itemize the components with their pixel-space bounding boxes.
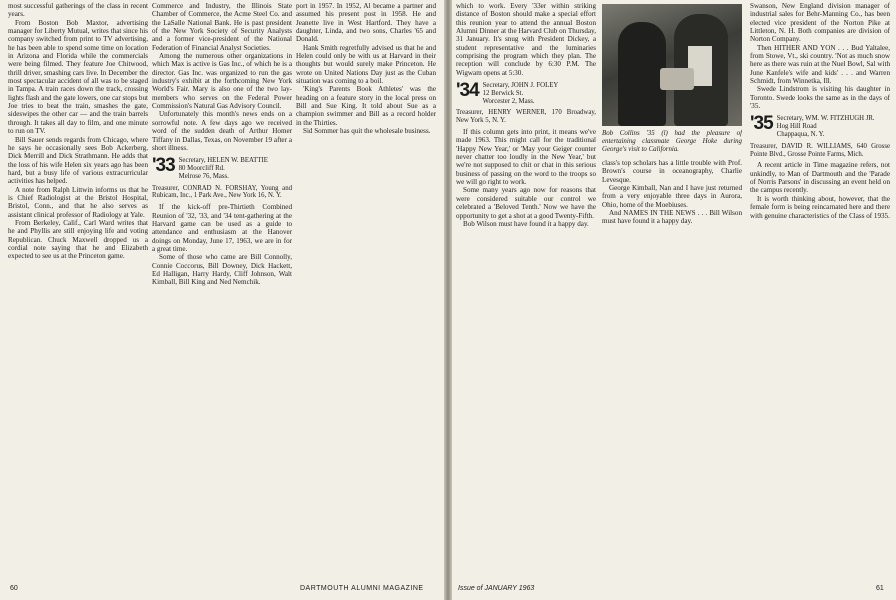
photo-caption: Bob Collins '35 (l) had the pleasure of entertaining classmate George Hoke during George's visit to California.	[602, 130, 742, 153]
paragraph: A note from Ralph Littwin informs us that he is Chief Radiologist at the Bristol Hospital, Bristol, Conn., and that he also serves as assistant clinical professor of Radiology at Yale.	[8, 185, 148, 219]
class-year: '35	[750, 113, 773, 135]
class-year: '34	[456, 80, 479, 102]
paragraph: Bob Wilson must have found it a happy day.	[463, 219, 589, 228]
class-photo	[602, 4, 742, 126]
class-heading-33	[152, 157, 292, 180]
paragraph: 'King's Parents Book Athletes' was the heading on a feature story in the local press on Bill and Sue King. It told about Sue as a champion swimmer and Bill as a record holder in the Thirties.	[296, 85, 436, 127]
left-page	[0, 0, 444, 600]
class-year: '33	[152, 155, 175, 177]
paragraph: George Kimball, Nan and I have just returned from a very enjoyable three days in Aurora, Ohio, home of the Moebiuses.	[602, 184, 742, 209]
secretary-address-2: Melrose 76, Mass.	[178, 172, 229, 180]
running-title: DARTMOUTH ALUMNI MAGAZINE	[300, 585, 424, 592]
secretary-name: Secretary, JOHN J. FOLEY	[482, 82, 559, 90]
paragraph: Some of those who came are Bill Connolly, Connie Coccorus, Bill Downey, Dick Hackett, Ed Halligan, Harry Hardy, Cliff Johnson, Walt Kimball, Bill King and Ned Nemchik.	[152, 253, 292, 287]
paragraph: Unfortunately this month's news ends on a sorrowful note. A few days ago we received word of the sudden death of Arthur Homer Tiffany in Dallas, Texas, on November 19 after a short illness.	[152, 110, 292, 152]
photo-figure-left	[618, 22, 666, 126]
right-column-3	[750, 2, 890, 574]
left-column-2	[152, 2, 292, 574]
secretary-address-1: 12 Berwick St.	[482, 89, 524, 97]
page-number: 61	[876, 585, 884, 592]
class-secretary-block	[777, 115, 875, 138]
paragraph: And NAMES IN THE NEWS . . . Bill Wilson must have found it a happy day.	[602, 209, 742, 226]
paragraph: A recent article in Time magazine refers, not unkindly, to Man of Dartmouth and the 'Parade of Norris Parsons' in discussing an event held on the campus recently.	[750, 161, 890, 195]
paragraph: From Boston Bob Maxtor, advertising manager for Liberty Mutual, writes that since his company switched from print to TV advertising, he has been able to spend some time on location in Arizona and Florida while the commercials were being filmed. They feature Joe Chitwood, thrill driver, smashing cars live. In December the most spectacular accident of all was to be staged in Tampa. A train races down the track, crossing lights flash and the gate lowers, one car stops but Joe tries to beat the train, smashes the gate, sideswipes the other car — and the train barrels through. It takes all day to film, and one minute to run on TV.	[8, 18, 148, 136]
secretary-address-1: 80 Moorcliff Rd.	[178, 164, 225, 172]
class-secretary-block	[179, 157, 268, 180]
paragraph: If this column gets into print, it means we've made 1963. This might call for the traditional 'Happy New Year,' or 'May your Geiger counter never chatter too loudly in the New Year,' but we're not supposed to chit or chat in this serious business of passing on the word to the troops so we will go right to work.	[456, 128, 596, 187]
class-secretary-block	[483, 82, 559, 105]
page-number: 60	[10, 585, 18, 592]
secretary-address-2: Chappaqua, N. Y.	[776, 131, 825, 139]
treasurer-line: Treasurer, CONRAD N. FORSHAY, Young and Rubicam, Inc., 1 Park Ave., New York 16, N. Y.	[152, 184, 292, 200]
paragraph: port in 1957. In 1952, Al became a partner and assumed his present post in 1958. He and Jeanette live in West Hartford. They have a daughter, Linda, and two sons, Charles '65 and Donald.	[296, 2, 436, 44]
paragraph: From Berkeley, Calif., Carl Ward writes that he and Phyllis are still enjoying life and voting Republican. Chuck Maxwell dropped us a cordial note saying that he and Elizabeth expected to see us at the Princeton game.	[8, 218, 148, 261]
treasurer-line: Treasurer, DAVID R. WILLIAMS, 640 Grosse Pointe Blvd., Grosse Pointe Farms, Mich.	[750, 142, 890, 158]
secretary-name: Secretary, WM. W. FITZHUGH JR.	[776, 115, 875, 123]
paragraph: Sid Sommer has quit the wholesale business.	[303, 127, 431, 136]
paragraph: Some many years ago now for reasons that were considered suitable our control we celebrated a 'Beloved Tenth.' Now we have the opportunity to get a shot at a good Twenty-Fifth.	[456, 186, 596, 220]
left-column-3	[296, 2, 436, 574]
paragraph: Commerce and Industry, the Illinois State Chamber of Commerce, the Acme Steel Co. and the LaSalle National Bank. He is past president of the New York Society of Security Analysts and a former vice-president of the National Federation of Financial Analyst Societies.	[152, 2, 292, 52]
secretary-address-1: Hog Hill Road	[776, 123, 817, 131]
class-heading-35	[750, 115, 890, 138]
paragraph: class's top scholars has a little trouble with Prof. Brown's course in oceanography, Charlie Levesque.	[602, 159, 742, 184]
page-gutter	[444, 0, 452, 600]
secretary-address-2: Worcester 2, Mass.	[482, 97, 535, 105]
paragraph: which to work. Every '33er within striking distance of Boston should make a special effort this reunion year to attend the annual Boston Alumni Dinner at the Harvard Club on Thursday, 31 January. It's snug with President Dickey, a student representative and the luminaries comprising the program which they plan. The reception will conclude by 6:30 P.M. The Wigwam opens at 5:30.	[456, 2, 596, 77]
paragraph: Hank Smith regretfully advised us that he and Helen could only be with us at Harvard in their thoughts but would surely make Princeton. He wrote on United Nations Day just as the Cuban situation was coming to a boil.	[296, 43, 436, 86]
photo-object	[660, 68, 694, 90]
paragraph: most successful gatherings of the class in recent years.	[8, 2, 148, 19]
running-title: Issue of JANUARY 1963	[458, 585, 535, 592]
right-column-2	[602, 2, 742, 574]
class-heading-34	[456, 82, 596, 105]
right-column-1	[456, 2, 596, 574]
paragraph: Swanson, New England division manager of industrial sales for Behr-Manning Co., has been elected vice president of the Norton Pike at Littleton, N. H. Both companies are division of Norton Company.	[750, 2, 890, 44]
secretary-name: Secretary, HELEN W. BEATTIE	[178, 157, 268, 165]
paragraph: Among the numerous other organizations in which Max is active is Gas Inc., of which he is a director. Gas Inc. was organized to run the gas industry's exhibit at the forthcoming New York World's Fair. Mary is also one of the two lay-members who serves on the Federal Power Commission's Natural Gas Advisory Council.	[152, 52, 292, 111]
paragraph: Bill Sauer sends regards from Chicago, where he says he occasionally sees Bob Ackerberg, Dick Merrill and Dick Strathmann. He adds that the loss of his wife Helen six years ago has been hard, but a busy life of various extracurricular activities has helped.	[8, 135, 148, 186]
treasurer-line: Treasurer, HENRY WERNER, 170 Broadway, New York 5, N. Y.	[456, 109, 596, 125]
paragraph: If the kick-off pre-Thirtieth Combined Reunion of '32, '33, and '34 tent-gathering at the Harvard game can be used as a guide to attendance and enthusiasm at the Hanover doings on Monday, June 17, 1963, we are in for a great time.	[152, 203, 292, 253]
left-column-1	[8, 2, 148, 574]
paragraph: Swede Lindstrom is visiting his daughter in Toronto. Swede looks the same as in the days of '35.	[750, 85, 890, 111]
right-page	[452, 0, 896, 600]
paragraph: It is worth thinking about, however, that the female form is being reincarnated here and there with genuine characteristics of the Class of 1935.	[750, 194, 890, 220]
paragraph: Then HITHER AND YON . . . Bud Yaltalee, from Stowe, Vt., ski country. 'Not as much snow here as there was ruin at the Nuel Bowl, Sal with June Kanfele's wife and kids' . . . and Warren Schmidt, from Winnetka, Ill.	[750, 43, 890, 86]
